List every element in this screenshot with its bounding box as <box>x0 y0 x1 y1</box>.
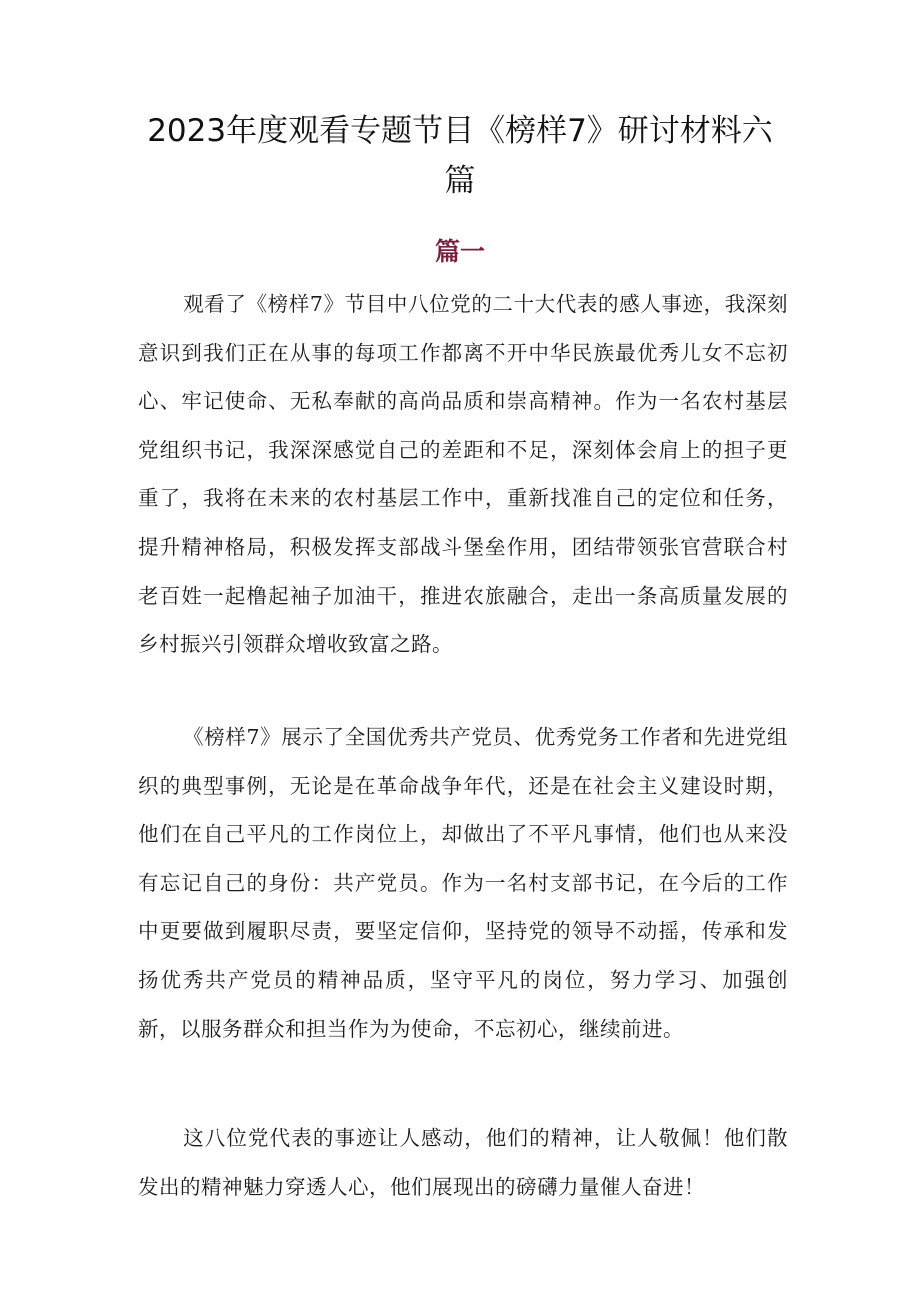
section-heading: 篇一 <box>434 237 485 266</box>
paragraph: 观看了《榜样7》节目中八位党的二十大代表的感人事迹，我深刻意识到我们正在从事的每项工作都离不开中华民族最优秀儿女不忘初心、牢记使命、无私奉献的高尚品质和崇高精神。作为一名农村基层党组织书记，我深深感觉自己的差距和不足，深刻体会肩上的担子更重了，我将在未来的农村基层工作中，重新找准自己的定位和任务，提升精神格局，积极发挥支部战斗堡垒作用，团结带领张官营联合村老百姓一起橹起袖子加油干，推进农旅融合，走出一条高质量发展的乡村振兴引领群众增收致富之路。 <box>138 292 788 657</box>
paragraph: 《榜样7》展示了全国优秀共产党员、优秀党务工作者和先进党组织的典型事例，无论是在革命战争年代，还是在社会主义建设时期，他们在自己平凡的工作岗位上，却做出了不平凡事情，他们也从来没有忘记自己的身份：共产党员。作为一名村支部书记，在今后的工作中更要做到履职尽责，要坚定信仰，坚持党的领导不动摇，传承和发扬优秀共产党员的精神品质，坚守平凡的岗位，努力学习、加强创新，以服务群众和担当作为为使命，不忘初心，继续前进。 <box>138 725 788 1041</box>
document-title: 2023年度观看专题节目《榜样7》研讨材料六篇 <box>147 113 773 199</box>
paragraph: 这八位党代表的事迹让人感动，他们的精神，让人敬佩！他们散发出的精神魅力穿透人心，他们展现出的磅礴力量催人奋进！ <box>138 1126 788 1199</box>
